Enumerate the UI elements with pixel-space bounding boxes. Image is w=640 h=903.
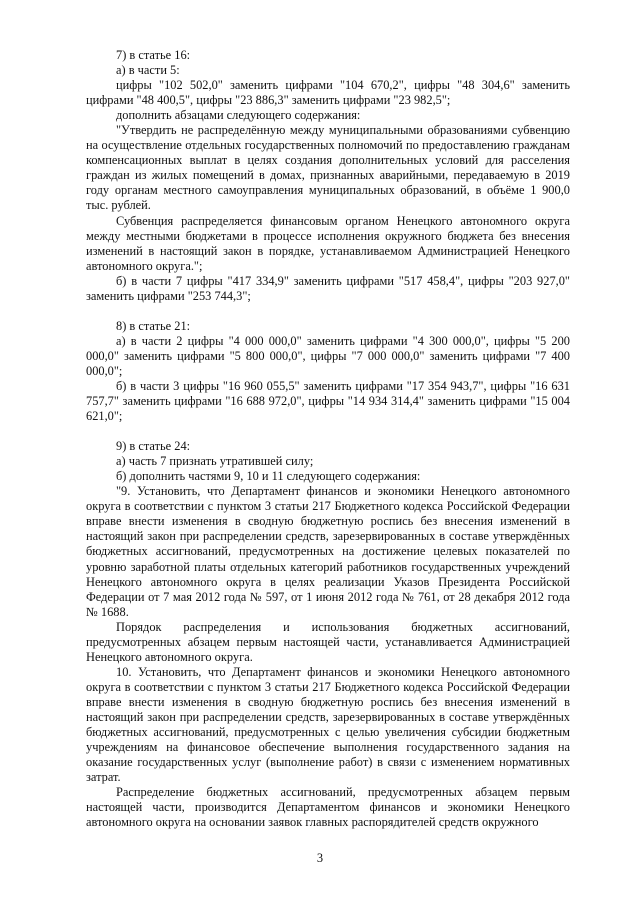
paragraph: Распределение бюджетных ассигнований, предусмотренных абзацем первым настоящей части, производится Департаментом финансов и экономики Ненецкого автономного округа на основании заявок главных распорядителей средств окружного <box>86 785 570 830</box>
paragraph: б) дополнить частями 9, 10 и 11 следующего содержания: <box>116 469 421 484</box>
paragraph: 10. Установить, что Департамент финансов и экономики Ненецкого автономного округа в соответствии с пунктом 3 статьи 217 Бюджетного кодекса Российской Федерации вправе внести изменения в сводную бюджетную роспись без внесения изменений в настоящий закон при распределении средств, зарезервированных в составе утверждённых бюджетных ассигнований, предусмотренных с целью увеличения субсидии бюджетным учреждениям на финансовое обеспечение выполнения государственного задания на оказание государственных услуг (выполнение работ) в связи с изменением нормативных затрат. <box>86 664 570 785</box>
paragraph: 8) в статье 21: <box>116 318 191 333</box>
paragraph: 9) в статье 24: <box>116 439 191 454</box>
paragraph: цифры "102 502,0" заменить цифрами "104 670,2", цифры "48 304,6" заменить цифрами "48 400,5", цифры "23 886,3" заменить цифрами "23 982,5"; <box>86 78 570 108</box>
paragraph: б) в части 3 цифры "16 960 055,5" заменить цифрами "17 354 943,7", цифры "16 631 757,7" заменить цифрами "16 688 972,0", цифры "14 934 314,4" заменить цифрами "15 004 621,0"; <box>86 378 570 424</box>
paragraph-gap <box>86 424 570 439</box>
paragraph-gap <box>86 304 570 319</box>
paragraph: Порядок распределения и использования бюджетных ассигнований, предусмотренных абзацем первым настоящей части, устанавливается Администрацией Ненецкого автономного округа. <box>86 619 570 664</box>
paragraph: а) в части 2 цифры "4 000 000,0" заменить цифрами "4 300 000,0", цифры "5 200 000,0" заменить цифрами "5 800 000,0", цифры "7 000 000,0" заменить цифрами "7 400 000,0"; <box>86 333 570 378</box>
document-body <box>86 48 570 830</box>
paragraph: а) в части 5: <box>116 63 180 78</box>
paragraph: а) часть 7 признать утратившей силу; <box>116 454 314 469</box>
paragraph: 7) в статье 16: <box>116 48 191 62</box>
paragraph: "9. Установить, что Департамент финансов и экономики Ненецкого автономного округа в соответствии с пунктом 3 статьи 217 Бюджетного кодекса Российской Федерации вправе внести изменения в сводную бюджетную роспись без внесения изменений в настоящий закон при распределении средств, зарезервированных в составе утверждённых бюджетных ассигнований, предусмотренных на достижение целевых показателей по уровню заработной платы отдельных категорий работников государственных учреждений Ненецкого автономного округа в целях реализации Указов Президента Российской Федерации от 7 мая 2012 года № 597, от 1 июня 2012 года № 761, от 28 декабря 2012 года № 1688. <box>86 484 570 619</box>
paragraph: Субвенция распределяется финансовым органом Ненецкого автономного округа между местными бюджетами в процессе исполнения окружного бюджета без внесения изменений в настоящий закон в порядке, устанавливаемом Администрацией Ненецкого автономного округа."; <box>86 213 570 273</box>
paragraph: дополнить абзацами следующего содержания: <box>116 108 361 123</box>
paragraph: "Утвердить не распределённую между муниципальными образованиями субвенцию на осуществление отдельных государственных полномочий по предоставлению гражданам компенсационных выплат в целях создания дополнительных условий для расселения граждан из жилых помещений в домах, признанных аварийными, передаваемую в 2019 году органам местного самоуправления муниципальных образований, в объёме 1 900,0 тыс. рублей. <box>86 123 570 213</box>
paragraph: б) в части 7 цифры "417 334,9" заменить цифрами "517 458,4", цифры "203 927,0" заменить цифрами "253 744,3"; <box>86 273 570 303</box>
page-number: 3 <box>316 851 324 865</box>
